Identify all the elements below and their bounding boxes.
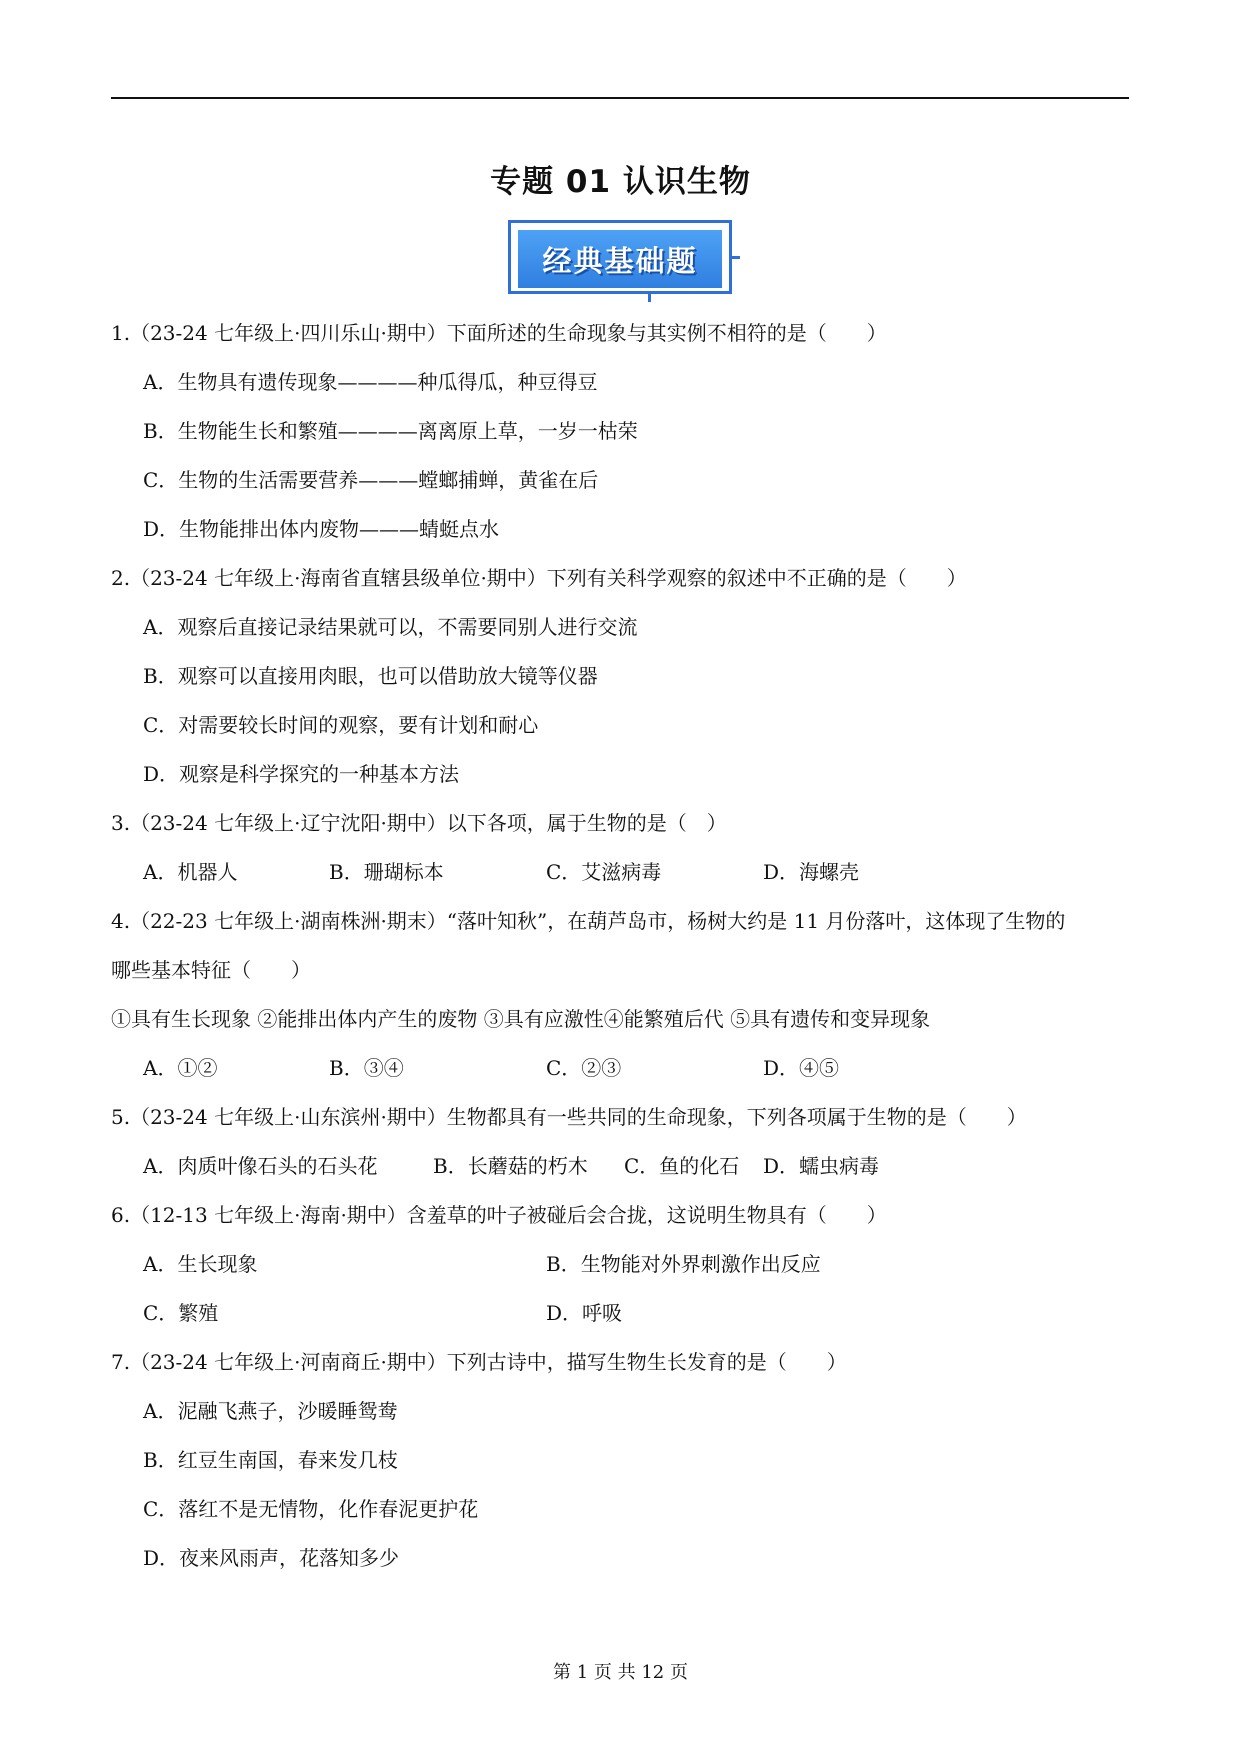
option: B．生物能生长和繁殖————离离原上草，一岁一枯荣 (143, 419, 638, 443)
header-rule (111, 97, 1129, 99)
page-title: 专题 01 认识生物 (490, 164, 751, 200)
option: D．夜来风雨声，花落知多少 (143, 1546, 400, 1570)
question-stem: 1.（23-24 七年级上·四川乐山·期中）下面所述的生命现象与其实例不相符的是（ ） (111, 321, 887, 345)
option: A．肉质叶像石头的石头花 (143, 1154, 378, 1178)
badge-fill (518, 230, 722, 288)
option: D．蠕虫病毒 (763, 1154, 880, 1178)
option: C．生物的生活需要营养———螳螂捕蝉，黄雀在后 (143, 468, 599, 492)
option: A．观察后直接记录结果就可以，不需要同别人进行交流 (143, 615, 638, 639)
question-statements: ①具有生长现象 ②能排出体内产生的废物 ③具有应激性④能繁殖后代 ⑤具有遗传和变异现象 (111, 1007, 931, 1031)
option: B．红豆生南国，春来发几枝 (143, 1448, 398, 1472)
badge-tick (732, 256, 740, 259)
option: B．观察可以直接用肉眼，也可以借助放大镜等仪器 (143, 664, 598, 688)
option: C．落红不是无情物，化作春泥更护花 (143, 1497, 479, 1521)
option: C．对需要较长时间的观察，要有计划和耐心 (143, 713, 539, 737)
option: D．④⑤ (763, 1056, 840, 1080)
option: C．②③ (546, 1056, 622, 1080)
option: C．繁殖 (143, 1301, 219, 1325)
question-stem: 4.（22-23 七年级上·湖南株洲·期末）“落叶知秋”，在葫芦岛市，杨树大约是 11 月份落叶，这体现了生物的 (111, 909, 1066, 933)
section-badge (508, 220, 740, 302)
question-stem-continued: 哪些基本特征（ ） (111, 958, 311, 982)
badge-label: 经典基础题 (542, 243, 698, 278)
option: B．珊瑚标本 (329, 860, 444, 884)
option: A．①② (143, 1056, 218, 1080)
question-stem: 5.（23-24 七年级上·山东滨州·期中）生物都具有一些共同的生命现象，下列各项属于生物的是（ ） (111, 1105, 1027, 1129)
option: A．生长现象 (143, 1252, 258, 1276)
badge-tick (648, 294, 651, 302)
option: B．③④ (329, 1056, 404, 1080)
option: D．海螺壳 (763, 860, 860, 884)
option: C．鱼的化石 (624, 1154, 740, 1178)
question-stem: 6.（12-13 七年级上·海南·期中）含羞草的叶子被碰后会合拢，这说明生物具有（ ） (111, 1203, 887, 1227)
question-stem: 7.（23-24 七年级上·河南商丘·期中）下列古诗中，描写生物生长发育的是（ ） (111, 1350, 847, 1374)
question-stem: 3.（23-24 七年级上·辽宁沈阳·期中）以下各项，属于生物的是（ ） (111, 811, 727, 835)
page-footer: 第 1 页 共 12 页 (553, 1662, 688, 1683)
option: B．生物能对外界刺激作出反应 (546, 1252, 821, 1276)
option: A．生物具有遗传现象————种瓜得瓜，种豆得豆 (143, 370, 598, 394)
option: D．生物能排出体内废物———蜻蜓点水 (143, 517, 500, 541)
option: D．呼吸 (546, 1301, 623, 1325)
question-stem: 2.（23-24 七年级上·海南省直辖县级单位·期中）下列有关科学观察的叙述中不正确的是（ ） (111, 566, 967, 590)
option: C．艾滋病毒 (546, 860, 662, 884)
option: A．泥融飞燕子，沙暖睡鸳鸯 (143, 1399, 398, 1423)
option: A．机器人 (143, 860, 238, 884)
option: B．长蘑菇的朽木 (433, 1154, 588, 1178)
option: D．观察是科学探究的一种基本方法 (143, 762, 460, 786)
